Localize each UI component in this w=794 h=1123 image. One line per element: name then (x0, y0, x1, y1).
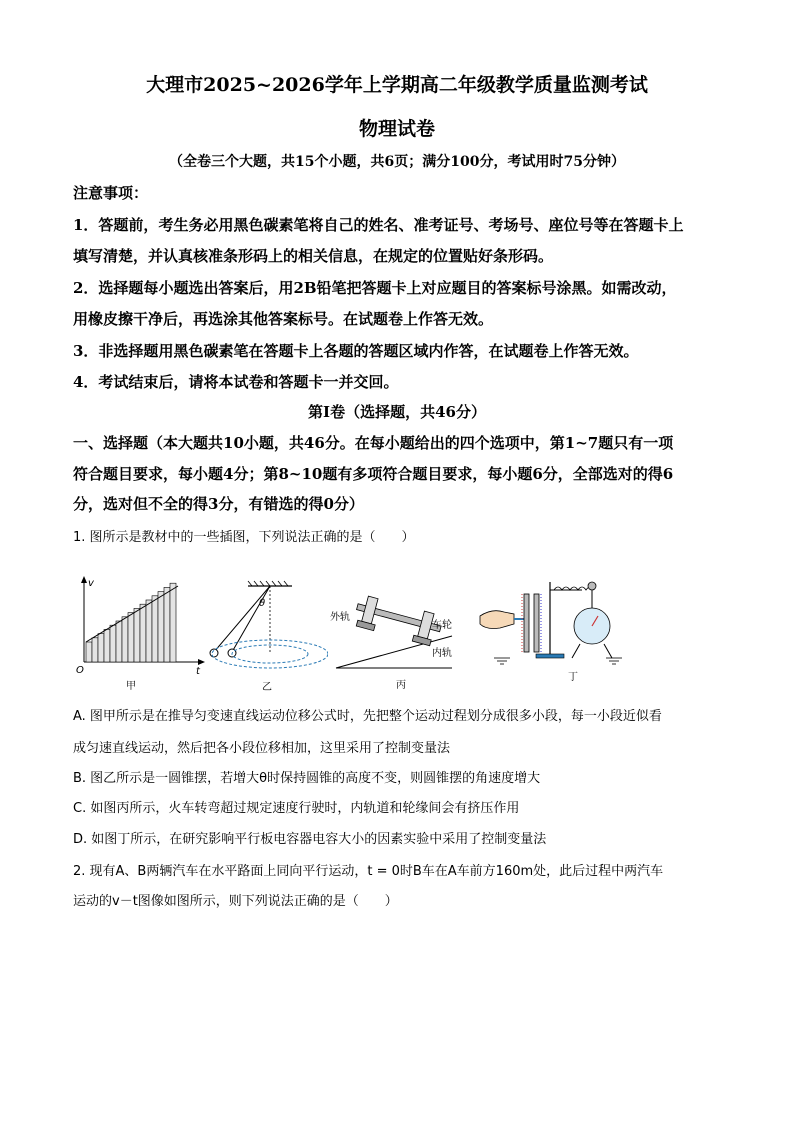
note-line: 2．选择题每小题选出答案后，用2B铅笔把答题卡上对应题目的答案标号涂黑。如需改动， (73, 279, 677, 297)
note-line: 1．答题前，考生务必用黑色碳素笔将自己的姓名、准考证号、考场号、座位号等在答题卡上 (73, 216, 684, 234)
figure-bing-caption: 丙 (396, 680, 406, 691)
figure-yi-theta: θ (259, 598, 266, 609)
note-line: 填写清楚，并认真核准条形码上的相关信息，在规定的位置贴好条形码。 (73, 247, 554, 265)
note-line: 3．非选择题用黑色碳素笔在答题卡上各题的答题区域内作答，在试题卷上作答无效。 (73, 342, 639, 360)
figure-yi-caption: 乙 (262, 682, 272, 692)
figure-jia-bar (140, 604, 146, 662)
exam-title: 大理市2025~2026学年上学期高二年级教学质量监测考试 (146, 74, 648, 96)
figure-jia-bar (146, 600, 152, 662)
figure-bing-wheel: 车轮 (432, 620, 452, 631)
figure-jia-origin-label: O (76, 665, 84, 676)
figure-jia-bar (92, 638, 98, 662)
notes-heading: 注意事项： (73, 184, 149, 202)
figure-jia-bar (128, 613, 134, 662)
subject-title: 物理试卷 (358, 118, 435, 140)
figure-jia-bar (134, 608, 140, 662)
figure-ding-caption: 丁 (568, 672, 578, 683)
section-instructions: 一、选择题（本大题共10小题，共46分。在每小题给出的四个选项中，第1~7题只有一项 (73, 434, 674, 452)
figure-jia-bar (104, 629, 110, 662)
figure-jia-t-label: t (196, 666, 200, 677)
figure-jia-bar (86, 642, 92, 662)
question-2-stem-cont: 运动的v－t图像如图所示，则下列说法正确的是（ ） (73, 894, 398, 909)
figure-ding (474, 574, 634, 684)
q1-option-a-cont: 成匀速直线运动，然后把各小段位移相加，这里采用了控制变量法 (73, 741, 451, 756)
hand-icon (480, 611, 514, 629)
figure-jia-bar (116, 621, 122, 662)
q1-option-a: A. 图甲所示是在推导匀变速直线运动位移公式时，先把整个运动过程划分成很多小段，每一小段近似看 (73, 709, 662, 724)
question-1-stem: 1. 图所示是教材中的一些插图，下列说法正确的是（ ） (73, 530, 415, 545)
note-line: 用橡皮擦干净后，再选涂其他答案标号。在试题卷上作答无效。 (73, 310, 494, 328)
note-line: 4．考试结束后，请将本试卷和答题卡一并交回。 (73, 373, 399, 391)
figure-jia-bar (164, 587, 170, 662)
figure-bing-outer-rail: 外轨 (330, 612, 350, 623)
section-heading: 第Ⅰ卷（选择题，共46分） (308, 403, 486, 421)
figure-jia-caption: 甲 (126, 681, 136, 692)
exam-info: （全卷三个大题，共15个小题，共6页；满分100分，考试用时75分钟） (169, 154, 625, 170)
figure-bing (330, 592, 472, 692)
figure-yi (200, 580, 328, 692)
q1-option-b: B. 图乙所示是一圆锥摆，若增大θ时保持圆锥的高度不变，则圆锥摆的角速度增大 (73, 771, 541, 786)
figure-jia-bar (158, 592, 164, 662)
figure-jia-v-label: v (88, 578, 94, 589)
figure-jia-bar (110, 625, 116, 662)
question-2-stem: 2. 现有A、B两辆汽车在水平路面上同向平行运动，t = 0时B车在A车前方160m处，此后过程中两汽车 (73, 864, 664, 879)
figure-jia-bar (122, 617, 128, 662)
q1-option-c: C. 如图丙所示，火车转弯超过规定速度行驶时，内轨道和轮缘间会有挤压作用 (73, 801, 520, 816)
figure-jia-bar (98, 634, 104, 662)
section-instructions: 符合题目要求，每小题4分；第8~10题有多项符合题目要求，每小题6分，全部选对的得6 (73, 465, 674, 483)
figure-jia-bar (170, 583, 176, 662)
section-instructions: 分，选对但不全的得3分，有错选的得0分） (73, 495, 364, 513)
figure-jia (74, 574, 206, 692)
q1-option-d: D. 如图丁所示，在研究影响平行板电容器电容大小的因素实验中采用了控制变量法 (73, 832, 547, 847)
figure-jia-bar (152, 596, 158, 662)
figure-bing-inner-rail: 内轨 (432, 648, 452, 659)
